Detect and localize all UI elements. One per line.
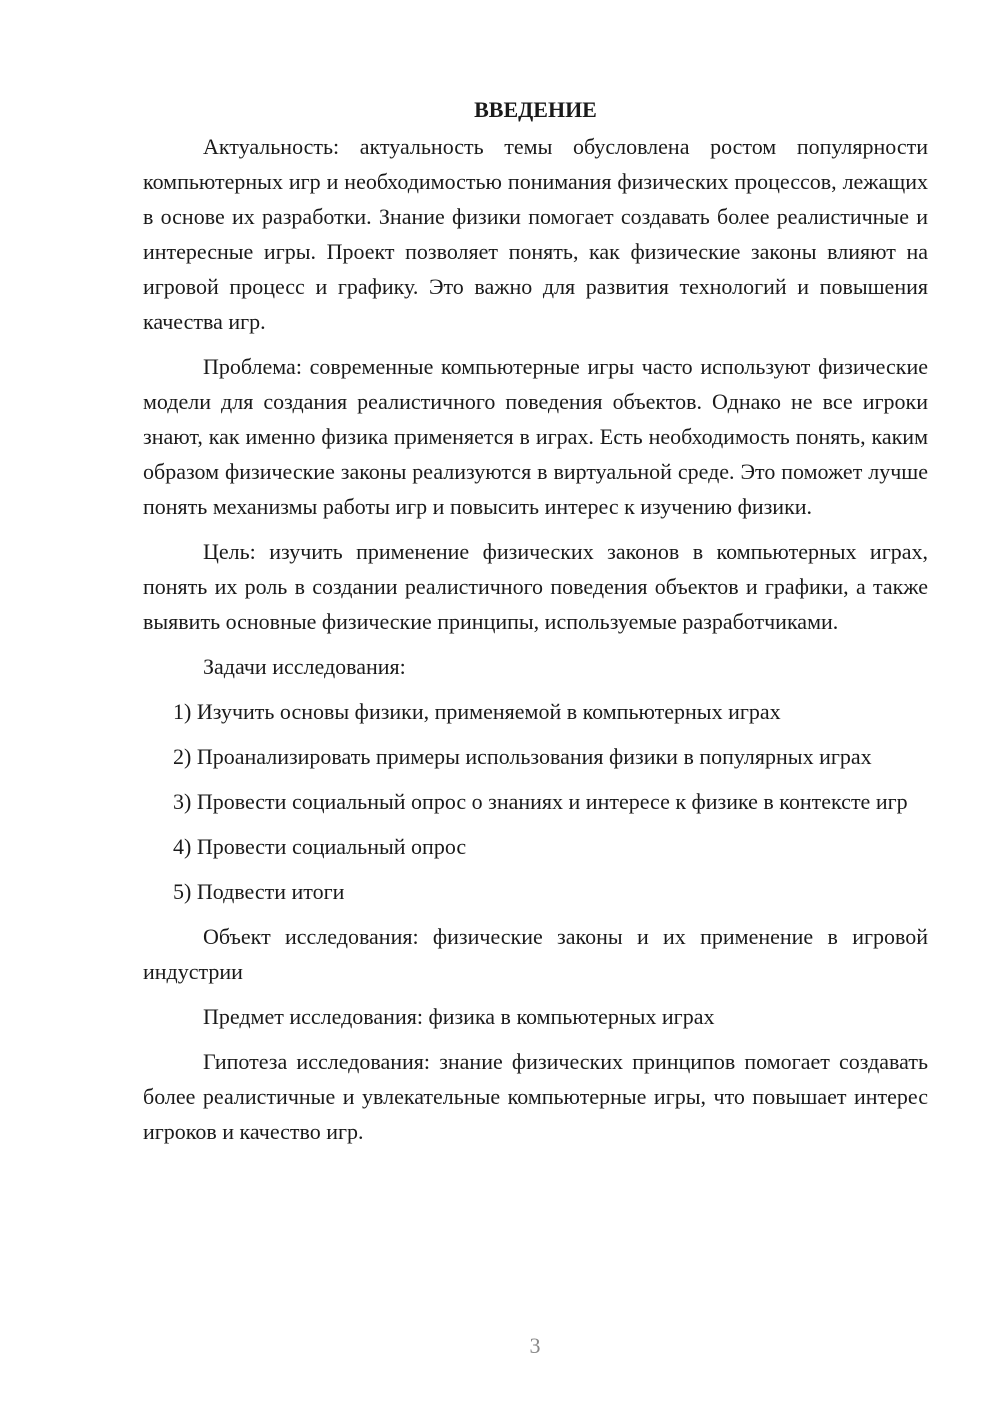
paragraph-subject: Предмет исследования: физика в компьютерных играх [203, 1004, 715, 1029]
task-item: 1) Изучить основы физики, применяемой в компьютерных играх [173, 699, 781, 724]
task-item: 5) Подвести итоги [173, 879, 345, 904]
page-number: 3 [529, 1333, 541, 1358]
paragraph-problem: Проблема: современные компьютерные игры часто используют физические модели для создания реалистичного поведения объектов. Однако не все игроки знают, как именно физика применяется в играх. Есть необходимость понять, каким образом физические законы реализуются в виртуальной среде. Это поможет лучше понять механизмы работы игр и повысить интерес к изучению физики. [143, 354, 928, 519]
paragraph-object: Объект исследования: физические законы и их применение в игровой индустрии [143, 924, 928, 984]
task-item: 4) Провести социальный опрос [173, 834, 467, 859]
paragraph-goal: Цель: изучить применение физических законов в компьютерных играх, понять их роль в создании реалистичного поведения объектов и графики, а также выявить основные физические принципы, используемые разработчиками. [143, 539, 928, 634]
paragraph-relevance: Актуальность: актуальность темы обусловлена ростом популярности компьютерных игр и необходимостью понимания физических процессов, лежащих в основе их разработки. Знание физики помогает создавать более реалистичные и интересные игры. Проект позволяет понять, как физические законы влияют на игровой процесс и графику. Это важно для развития технологий и повышения качества игр. [143, 134, 928, 334]
document-page [143, 92, 928, 1159]
section-title: ВВЕДЕНИЕ [474, 97, 597, 122]
task-item: 3) Провести социальный опрос о знаниях и интересе к физике в контексте игр [173, 789, 908, 814]
paragraph-tasks-heading: Задачи исследования: [203, 654, 406, 679]
task-item: 2) Проанализировать примеры использования физики в популярных играх [173, 744, 872, 769]
paragraph-hypothesis: Гипотеза исследования: знание физических принципов помогает создавать более реалистичные и увлекательные компьютерные игры, что повышает интерес игроков и качество игр. [143, 1049, 928, 1144]
